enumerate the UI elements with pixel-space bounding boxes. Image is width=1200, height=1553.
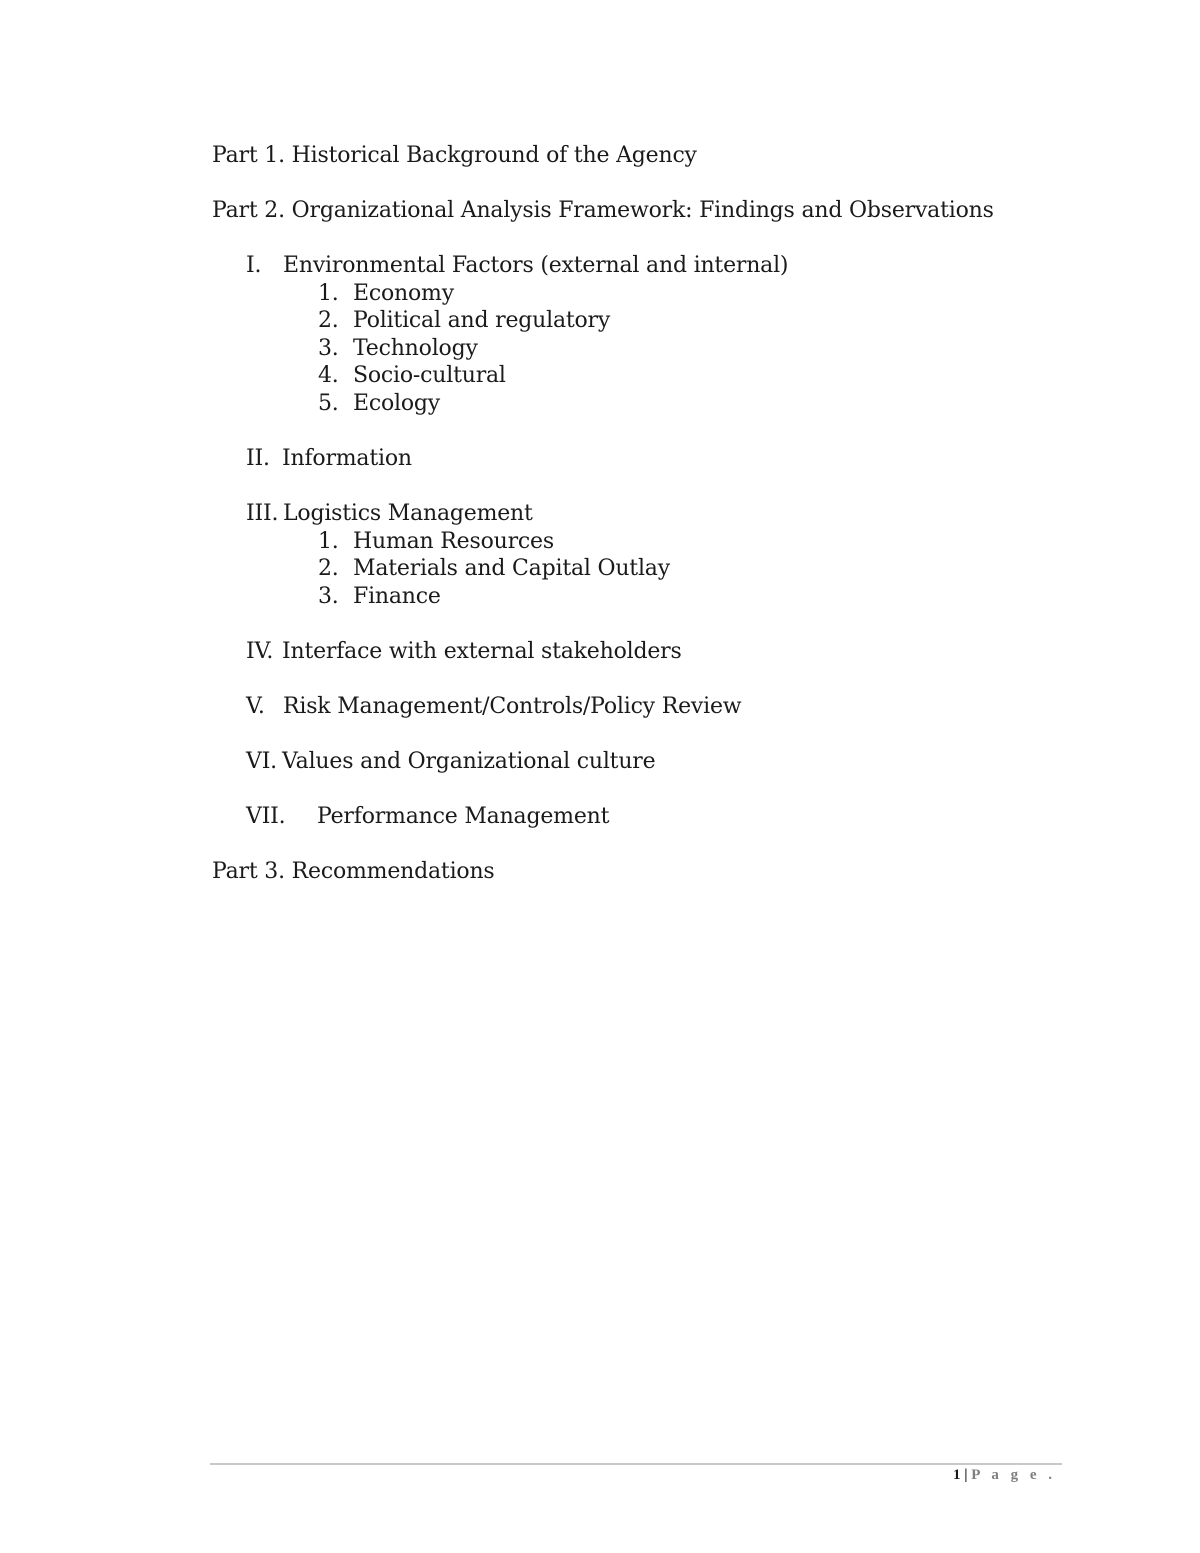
section-title: Values and Organizational culture	[282, 749, 656, 774]
item-label: Socio-cultural	[353, 363, 506, 388]
list-item	[318, 335, 478, 363]
list-item	[318, 307, 610, 335]
item-label: Economy	[353, 281, 454, 306]
item-label: Ecology	[353, 391, 441, 416]
section-title: Environmental Factors (external and internal)	[283, 253, 789, 278]
list-item	[318, 555, 670, 583]
part-3-heading: Part 3. Recommendations	[212, 859, 495, 884]
section-title: Information	[282, 446, 412, 471]
part-2-heading: Part 2. Organizational Analysis Framework: Findings and Observations	[212, 198, 994, 223]
section-v	[246, 693, 741, 721]
item-number: 1.	[318, 529, 339, 554]
section-numeral: V.	[246, 694, 265, 719]
section-ii	[246, 445, 412, 473]
footer-divider	[210, 1463, 1062, 1465]
section-iii	[246, 500, 533, 528]
list-item	[318, 583, 441, 611]
section-title: Performance Management	[317, 804, 610, 829]
section-i	[246, 252, 788, 280]
list-item	[318, 362, 506, 390]
item-number: 2.	[318, 556, 339, 581]
item-label: Technology	[353, 336, 478, 361]
item-number: 2.	[318, 308, 339, 333]
page-label: P a g e .	[971, 1467, 1056, 1483]
section-numeral: I.	[246, 253, 262, 278]
section-numeral: II.	[246, 446, 270, 471]
page-footer	[953, 1466, 1056, 1484]
section-numeral: III.	[246, 501, 279, 526]
item-number: 4.	[318, 363, 339, 388]
item-number: 3.	[318, 336, 339, 361]
list-item	[318, 390, 440, 418]
item-number: 1.	[318, 281, 339, 306]
section-vii	[246, 803, 609, 831]
section-title: Logistics Management	[283, 501, 533, 526]
section-numeral: VII.	[246, 804, 286, 829]
part-1-heading: Part 1. Historical Background of the Agency	[212, 143, 697, 168]
item-label: Human Resources	[353, 529, 554, 554]
section-title: Interface with external stakeholders	[282, 639, 682, 664]
item-label: Materials and Capital Outlay	[353, 556, 670, 581]
footer-separator: |	[964, 1467, 968, 1483]
section-vi	[246, 748, 655, 776]
section-numeral: VI.	[246, 749, 277, 774]
item-number: 5.	[318, 391, 339, 416]
item-label: Political and regulatory	[353, 308, 611, 333]
section-numeral: IV.	[246, 639, 274, 664]
section-title: Risk Management/Controls/Policy Review	[283, 694, 742, 719]
item-number: 3.	[318, 584, 339, 609]
list-item	[318, 280, 454, 308]
section-iv	[246, 638, 682, 666]
item-label: Finance	[353, 584, 441, 609]
page-number: 1	[952, 1467, 961, 1483]
list-item	[318, 528, 554, 556]
